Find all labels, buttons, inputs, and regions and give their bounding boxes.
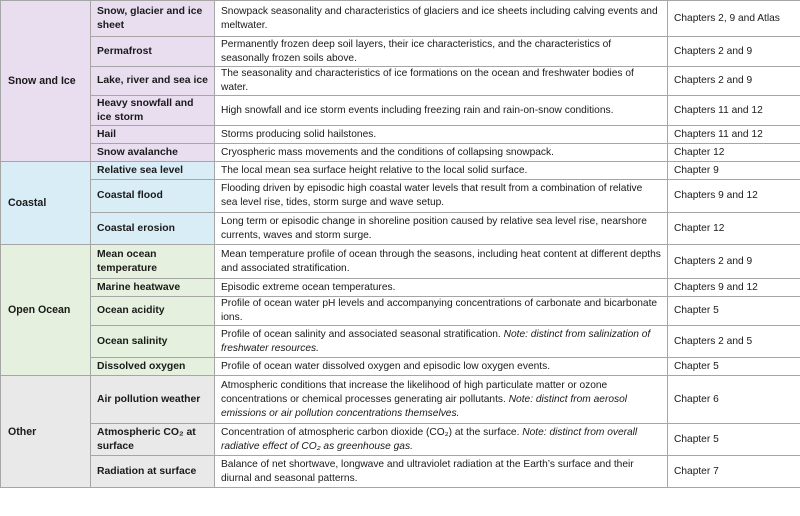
- description-text: Cryospheric mass movements and the conditions of collapsing snowpack.: [221, 146, 554, 158]
- chapters-cell: Chapters 2, 9 and Atlas: [668, 1, 800, 37]
- category-cell: Other: [1, 376, 91, 488]
- description-note: Note: distinct from aerosol emissions or air pollution concentrations themselves.: [221, 393, 628, 419]
- description-cell: [215, 424, 668, 456]
- driver-name-cell: Air pollution weather: [91, 376, 215, 424]
- table-row: [1, 358, 800, 376]
- table-row: [1, 37, 800, 67]
- description-text: Profile of ocean water pH levels and accompanying concentrations of carbonate and bicarbonate ions.: [221, 298, 658, 323]
- chapters-cell: Chapter 6: [668, 376, 800, 424]
- driver-name-cell: Coastal erosion: [91, 213, 215, 245]
- description-cell: [215, 213, 668, 245]
- driver-name-cell: Marine heatwave: [91, 279, 215, 297]
- chapters-cell: Chapters 11 and 12: [668, 126, 800, 144]
- description-text: Permanently frozen deep soil layers, their ice characteristics, and the characteristics of seasonally frozen soils above.: [221, 38, 612, 64]
- driver-name-cell: Atmospheric CO₂ at surface: [91, 424, 215, 456]
- table-row: [1, 1, 800, 37]
- category-cell: Coastal: [1, 162, 91, 245]
- description-text: Concentration of atmospheric carbon dioxide (CO₂) at the surface.: [221, 426, 520, 438]
- category-cell: Snow and Ice: [1, 1, 91, 162]
- description-text: Atmospheric conditions that increase the likelihood of high particulate matter or ozone concentrations or chemical processes generating air pollutants.: [221, 379, 608, 405]
- description-cell: [215, 1, 668, 37]
- chapters-cell: Chapter 12: [668, 213, 800, 245]
- table-row: [1, 424, 800, 456]
- description-cell: [215, 358, 668, 376]
- description-cell: [215, 96, 668, 126]
- description-cell: [215, 279, 668, 297]
- category-cell: Open Ocean: [1, 245, 91, 376]
- driver-name-cell: Radiation at surface: [91, 456, 215, 488]
- chapters-cell: Chapter 5: [668, 424, 800, 456]
- description-text: Profile of ocean water dissolved oxygen and episodic low oxygen events.: [221, 360, 551, 372]
- description-cell: [215, 162, 668, 180]
- chapters-cell: Chapters 9 and 12: [668, 279, 800, 297]
- description-cell: [215, 180, 668, 213]
- description-text: Snowpack seasonality and characteristics of glaciers and ice sheets including calving events and meltwater.: [221, 5, 658, 31]
- chapters-cell: Chapters 2 and 9: [668, 245, 800, 279]
- chapters-cell: Chapters 2 and 9: [668, 37, 800, 67]
- driver-name-cell: Snow avalanche: [91, 144, 215, 162]
- driver-name-cell: Hail: [91, 126, 215, 144]
- driver-name-cell: Ocean salinity: [91, 326, 215, 358]
- driver-name-cell: Coastal flood: [91, 180, 215, 213]
- table-row: [1, 297, 800, 326]
- description-text: High snowfall and ice storm events including freezing rain and rain-on-snow conditions.: [221, 104, 614, 116]
- description-cell: [215, 37, 668, 67]
- description-cell: [215, 376, 668, 424]
- description-text: Profile of ocean salinity and associated seasonal stratification.: [221, 328, 501, 340]
- description-note: Note: distinct from overall radiative effect of CO₂ as greenhouse gas.: [221, 426, 638, 452]
- description-text: Balance of net shortwave, longwave and ultraviolet radiation at the Earth’s surface and their diurnal and seasonal patterns.: [221, 458, 634, 484]
- chapters-cell: Chapter 9: [668, 162, 800, 180]
- description-text: The seasonality and characteristics of ice formations on the ocean and freshwater bodies of water.: [221, 68, 634, 93]
- chapters-cell: Chapters 2 and 5: [668, 326, 800, 358]
- table-body: [1, 1, 800, 488]
- description-text: The local mean sea surface height relative to the local solid surface.: [221, 164, 528, 176]
- table-row: [1, 326, 800, 358]
- chapters-cell: Chapters 2 and 9: [668, 67, 800, 96]
- description-note: Note: distinct from salinization of freshwater resources.: [221, 328, 651, 354]
- description-text: Long term or episodic change in shoreline position caused by relative sea level rise, nearshore currents, waves and storm surge.: [221, 215, 647, 241]
- table-row: [1, 67, 800, 96]
- driver-name-cell: Ocean acidity: [91, 297, 215, 326]
- chapters-cell: Chapters 11 and 12: [668, 96, 800, 126]
- table-row: [1, 279, 800, 297]
- description-cell: [215, 326, 668, 358]
- table-row: [1, 144, 800, 162]
- description-cell: [215, 456, 668, 488]
- chapters-cell: Chapter 5: [668, 358, 800, 376]
- driver-name-cell: Lake, river and sea ice: [91, 67, 215, 96]
- table-row: [1, 126, 800, 144]
- description-text: Episodic extreme ocean temperatures.: [221, 281, 396, 293]
- chapters-cell: Chapters 9 and 12: [668, 180, 800, 213]
- description-text: Flooding driven by episodic high coastal water levels that result from a combination of relative sea level rise, tides, storm surge and wave setup.: [221, 183, 643, 208]
- table-row: [1, 456, 800, 488]
- driver-name-cell: Snow, glacier and ice sheet: [91, 1, 215, 37]
- table-row: [1, 245, 800, 279]
- chapters-cell: Chapter 12: [668, 144, 800, 162]
- driver-name-cell: Relative sea level: [91, 162, 215, 180]
- driver-name-cell: Heavy snowfall and ice storm: [91, 96, 215, 126]
- driver-name-cell: Permafrost: [91, 37, 215, 67]
- table-row: [1, 180, 800, 213]
- description-text: Storms producing solid hailstones.: [221, 128, 377, 140]
- table-row: [1, 376, 800, 424]
- description-text: Mean temperature profile of ocean through the seasons, including heat content at different depths and associated stratification.: [221, 248, 661, 274]
- table-row: [1, 96, 800, 126]
- driver-name-cell: Dissolved oxygen: [91, 358, 215, 376]
- driver-name-cell: Mean ocean temperature: [91, 245, 215, 279]
- chapters-cell: Chapter 7: [668, 456, 800, 488]
- chapters-cell: Chapter 5: [668, 297, 800, 326]
- description-cell: [215, 67, 668, 96]
- table-row: [1, 213, 800, 245]
- description-cell: [215, 245, 668, 279]
- description-cell: [215, 126, 668, 144]
- description-cell: [215, 144, 668, 162]
- description-cell: [215, 297, 668, 326]
- table-row: [1, 162, 800, 180]
